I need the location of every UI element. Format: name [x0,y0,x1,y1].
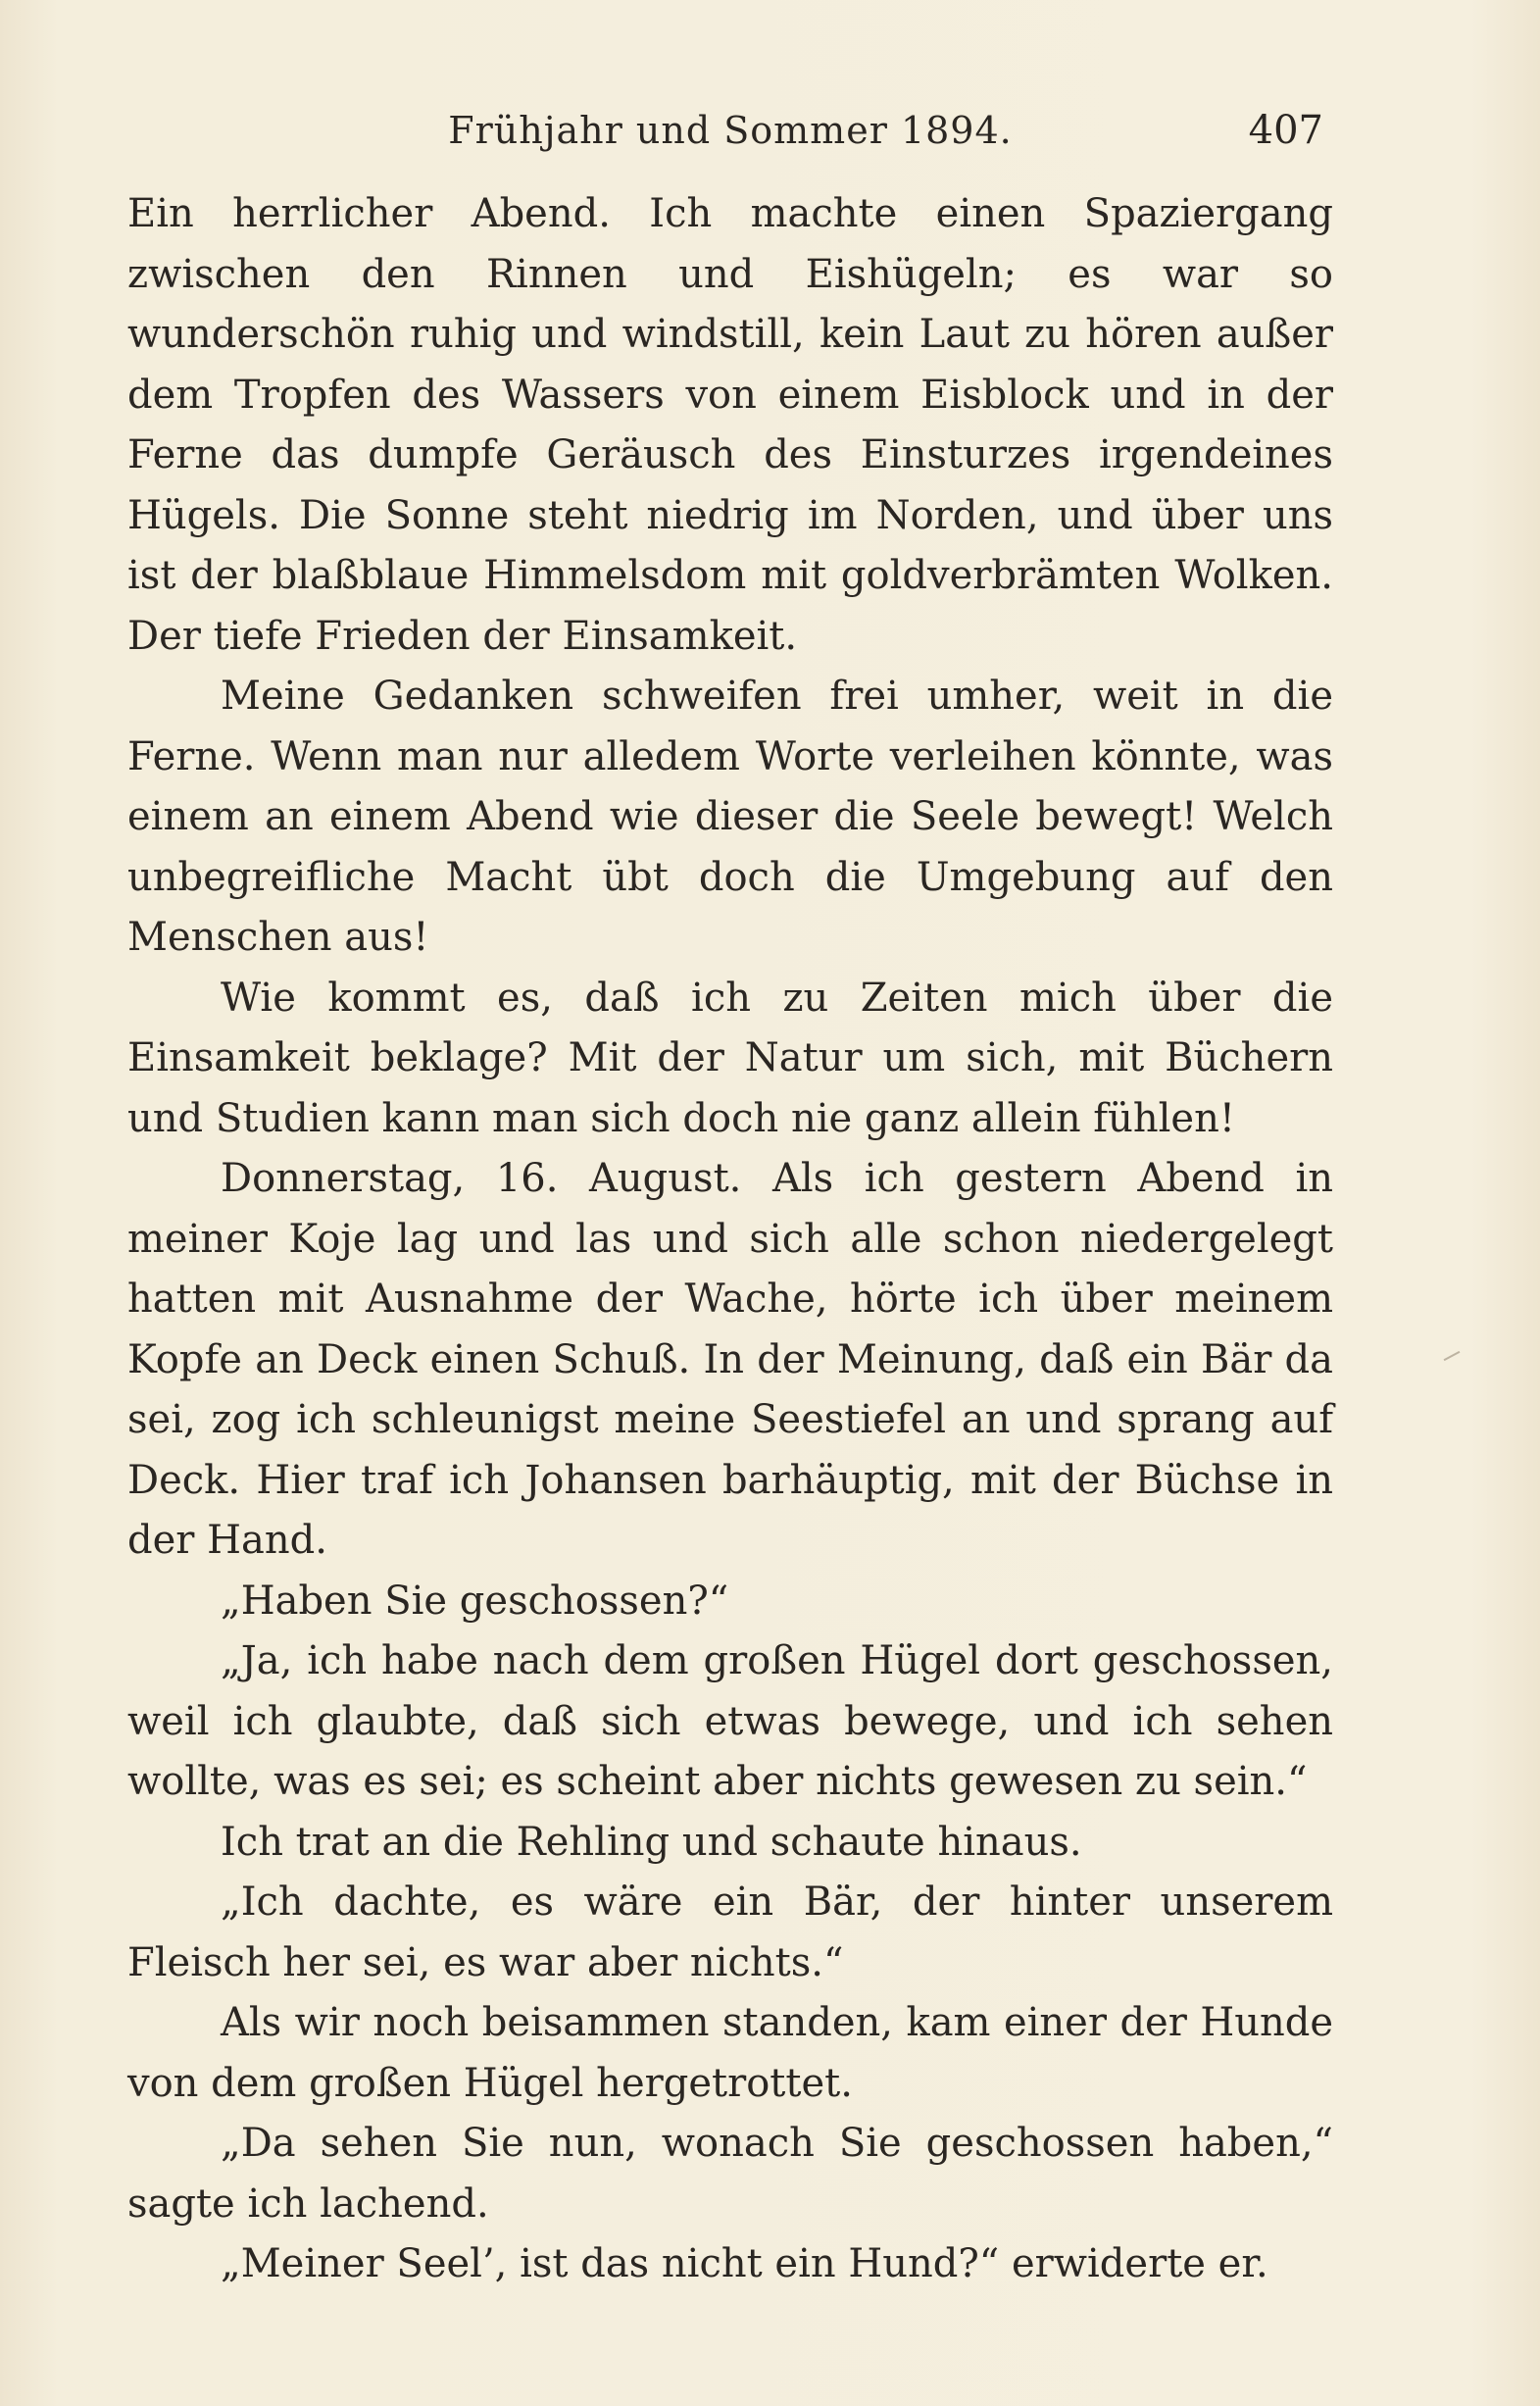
page-number: 407 [1248,108,1323,153]
paragraph: Meine Gedanken schweifen frei umher, weit in die Ferne. Wenn man nur alledem Worte verleihen könnte, was einem an einem Abend wie dieser die Seele bewegt! Welch unbegreifliche Macht übt doch die Umgebung auf den Menschen aus! [127,674,1333,960]
paragraph: „Ich dachte, es wäre ein Bär, der hinter unserem Fleisch her sei, es war aber nichts.“ [127,1880,1333,1985]
paragraph: „Haben Sie geschossen?“ [221,1578,729,1624]
body-text [127,184,1333,2295]
scan-mark [1444,1351,1461,1361]
paragraph: Als wir noch beisammen standen, kam einer der Hunde von dem großen Hügel hergetrottet. [127,2000,1333,2106]
paragraph: „Da sehen Sie nun, wonach Sie geschossen haben,“ sagte ich lachend. [127,2121,1333,2227]
paragraph: Ein herrlicher Abend. Ich machte einen Spaziergang zwischen den Rinnen und Eishügeln; es war so wunderschön ruhig und windstill, kein Laut zu hören außer dem Tropfen des Wassers von einem Eisblock und in der Ferne das dumpfe Geräusch des Einsturzes irgendeines Hügels. Die Sonne steht niedrig im Norden, und über uns ist der blaßblaue Himmelsdom mit goldverbrämten Wolken. Der tiefe Frieden der Einsamkeit. [127,191,1333,659]
paragraph: „Meiner Seel’, ist das nicht ein Hund?“ erwiderte er. [221,2241,1268,2286]
paragraph: Wie kommt es, daß ich zu Zeiten mich über die Einsamkeit beklage? Mit der Natur um sich, mit Büchern und Studien kann man sich doch nie ganz allein fühlen! [127,975,1333,1141]
paragraph: Donnerstag, 16. August. Als ich gestern Abend in meiner Koje lag und las und sich alle schon niedergelegt hatten mit Ausnahme der Wache, hörte ich über meinem Kopfe an Deck einen Schuß. In der Meinung, daß ein Bär da sei, zog ich schleunigst meine Seestiefel an und sprang auf Deck. Hier traf ich Johansen barhäuptig, mit der Büchse in der Hand. [127,1156,1333,1563]
running-title: Frühjahr und Sommer 1894. [448,109,1013,152]
running-head [127,106,1333,155]
paragraph: Ich trat an die Rehling und schaute hinaus. [221,1819,1082,1865]
paragraph: „Ja, ich habe nach dem großen Hügel dort geschossen, weil ich glaubte, daß sich etwas bewege, und ich sehen wollte, was es sei; es scheint aber nichts gewesen zu sein.“ [127,1638,1333,1804]
